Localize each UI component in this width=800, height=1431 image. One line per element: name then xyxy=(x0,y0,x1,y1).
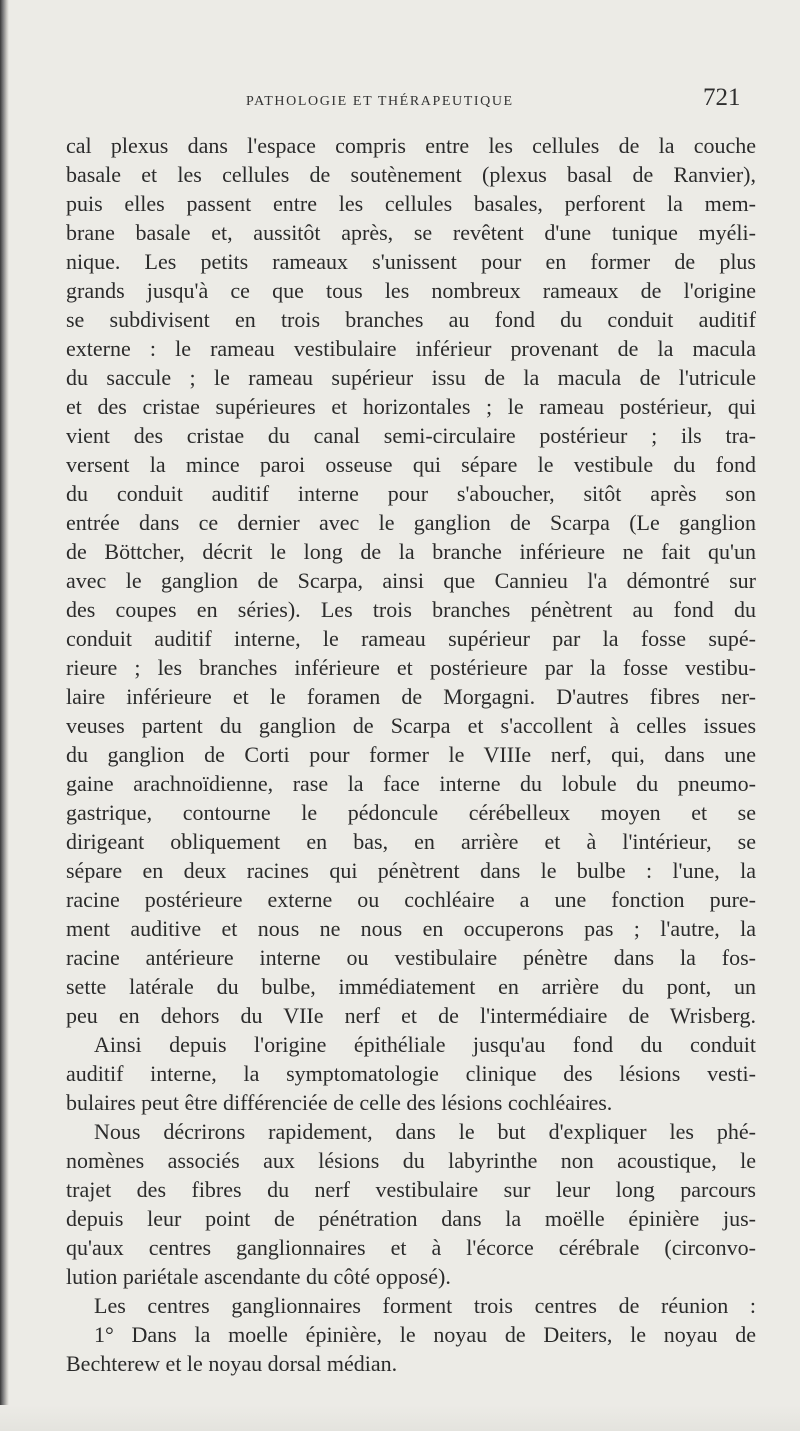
text-line: du conduit auditif interne pour s'aboucher, sitôt après son xyxy=(66,481,756,506)
text-line: vient des cristae du canal semi-circulaire postérieur ; ils tra- xyxy=(66,423,756,448)
text-line: conduit auditif interne, le rameau supérieur par la fosse supé- xyxy=(66,626,756,651)
text-line: nique. Les petits rameaux s'unissent pour en former de plus xyxy=(66,249,756,274)
text-line: Les centres ganglionnaires forment trois centres de réunion : xyxy=(94,1293,756,1318)
text-line: gaine arachnoïdienne, rase la face interne du lobule du pneumo- xyxy=(66,771,756,796)
text-line: dirigeant obliquement en bas, en arrière et à l'intérieur, se xyxy=(66,829,756,854)
text-line: cal plexus dans l'espace compris entre les cellules de la couche xyxy=(66,133,756,158)
page-binding-edge xyxy=(0,0,9,1431)
text-line: se subdivisent en trois branches au fond du conduit auditif xyxy=(66,307,756,332)
text-line: rieure ; les branches inférieure et postérieure par la fosse vestibu- xyxy=(66,655,756,680)
page-header xyxy=(0,84,800,114)
text-line: peu en dehors du VIIe nerf et de l'intermédiaire de Wrisberg. xyxy=(66,1003,756,1028)
text-line: des coupes en séries). Les trois branches pénètrent au fond du xyxy=(66,597,756,622)
text-line: nomènes associés aux lésions du labyrinthe non acoustique, le xyxy=(66,1148,756,1173)
text-line: Ainsi depuis l'origine épithéliale jusqu'au fond du conduit xyxy=(94,1032,756,1057)
page-bottom-shadow xyxy=(0,1405,800,1431)
page-number: 721 xyxy=(703,84,741,111)
text-line: de Böttcher, décrit le long de la branche inférieure ne fait qu'un xyxy=(66,539,756,564)
text-line: depuis leur point de pénétration dans la moëlle épinière jus- xyxy=(66,1206,756,1231)
text-line: Nous décrirons rapidement, dans le but d'expliquer les phé- xyxy=(94,1119,756,1144)
running-title: PATHOLOGIE ET THÉRAPEUTIQUE xyxy=(246,94,514,109)
text-line: du ganglion de Corti pour former le VIIIe nerf, qui, dans une xyxy=(66,742,756,767)
body-text xyxy=(66,131,756,1378)
text-line: racine antérieure interne ou vestibulaire pénètre dans la fos- xyxy=(66,945,756,970)
text-line: veuses partent du ganglion de Scarpa et s'accollent à celles issues xyxy=(66,713,756,738)
text-line: qu'aux centres ganglionnaires et à l'écorce cérébrale (circonvo- xyxy=(66,1235,756,1260)
text-line: externe : le rameau vestibulaire inférieur provenant de la macula xyxy=(66,336,756,361)
text-line: basale et les cellules de soutènement (plexus basal de Ranvier), xyxy=(66,162,756,187)
text-line: racine postérieure externe ou cochléaire a une fonction pure- xyxy=(66,887,756,912)
text-line: ment auditive et nous ne nous en occuperons pas ; l'autre, la xyxy=(66,916,756,941)
text-line: laire inférieure et le foramen de Morgagni. D'autres fibres ner- xyxy=(66,684,756,709)
text-line: sette latérale du bulbe, immédiatement en arrière du pont, un xyxy=(66,974,756,999)
text-line: brane basale et, aussitôt après, se revêtent d'une tunique myéli- xyxy=(66,220,756,245)
text-line: grands jusqu'à ce que tous les nombreux rameaux de l'origine xyxy=(66,278,756,303)
text-line: trajet des fibres du nerf vestibulaire sur leur long parcours xyxy=(66,1177,756,1202)
text-line: lution pariétale ascendante du côté opposé). xyxy=(66,1264,451,1289)
text-line: gastrique, contourne le pédoncule cérébelleux moyen et se xyxy=(66,800,756,825)
text-line: et des cristae supérieures et horizontales ; le rameau postérieur, qui xyxy=(66,394,756,419)
text-line: entrée dans ce dernier avec le ganglion de Scarpa (Le ganglion xyxy=(66,510,756,535)
text-line: versent la mince paroi osseuse qui sépare le vestibule du fond xyxy=(66,452,756,477)
text-line: sépare en deux racines qui pénètrent dans le bulbe : l'une, la xyxy=(66,858,756,883)
text-line: Bechterew et le noyau dorsal médian. xyxy=(66,1351,398,1376)
text-line: du saccule ; le rameau supérieur issu de la macula de l'utricule xyxy=(66,365,756,390)
text-line: 1° Dans la moelle épinière, le noyau de Deiters, le noyau de xyxy=(94,1322,756,1347)
text-line: bulaires peut être différenciée de celle des lésions cochléaires. xyxy=(66,1090,613,1115)
text-line: avec le ganglion de Scarpa, ainsi que Cannieu l'a démontré sur xyxy=(66,568,756,593)
text-line: auditif interne, la symptomatologie clinique des lésions vesti- xyxy=(66,1061,756,1086)
text-line: puis elles passent entre les cellules basales, perforent la mem- xyxy=(66,191,756,216)
